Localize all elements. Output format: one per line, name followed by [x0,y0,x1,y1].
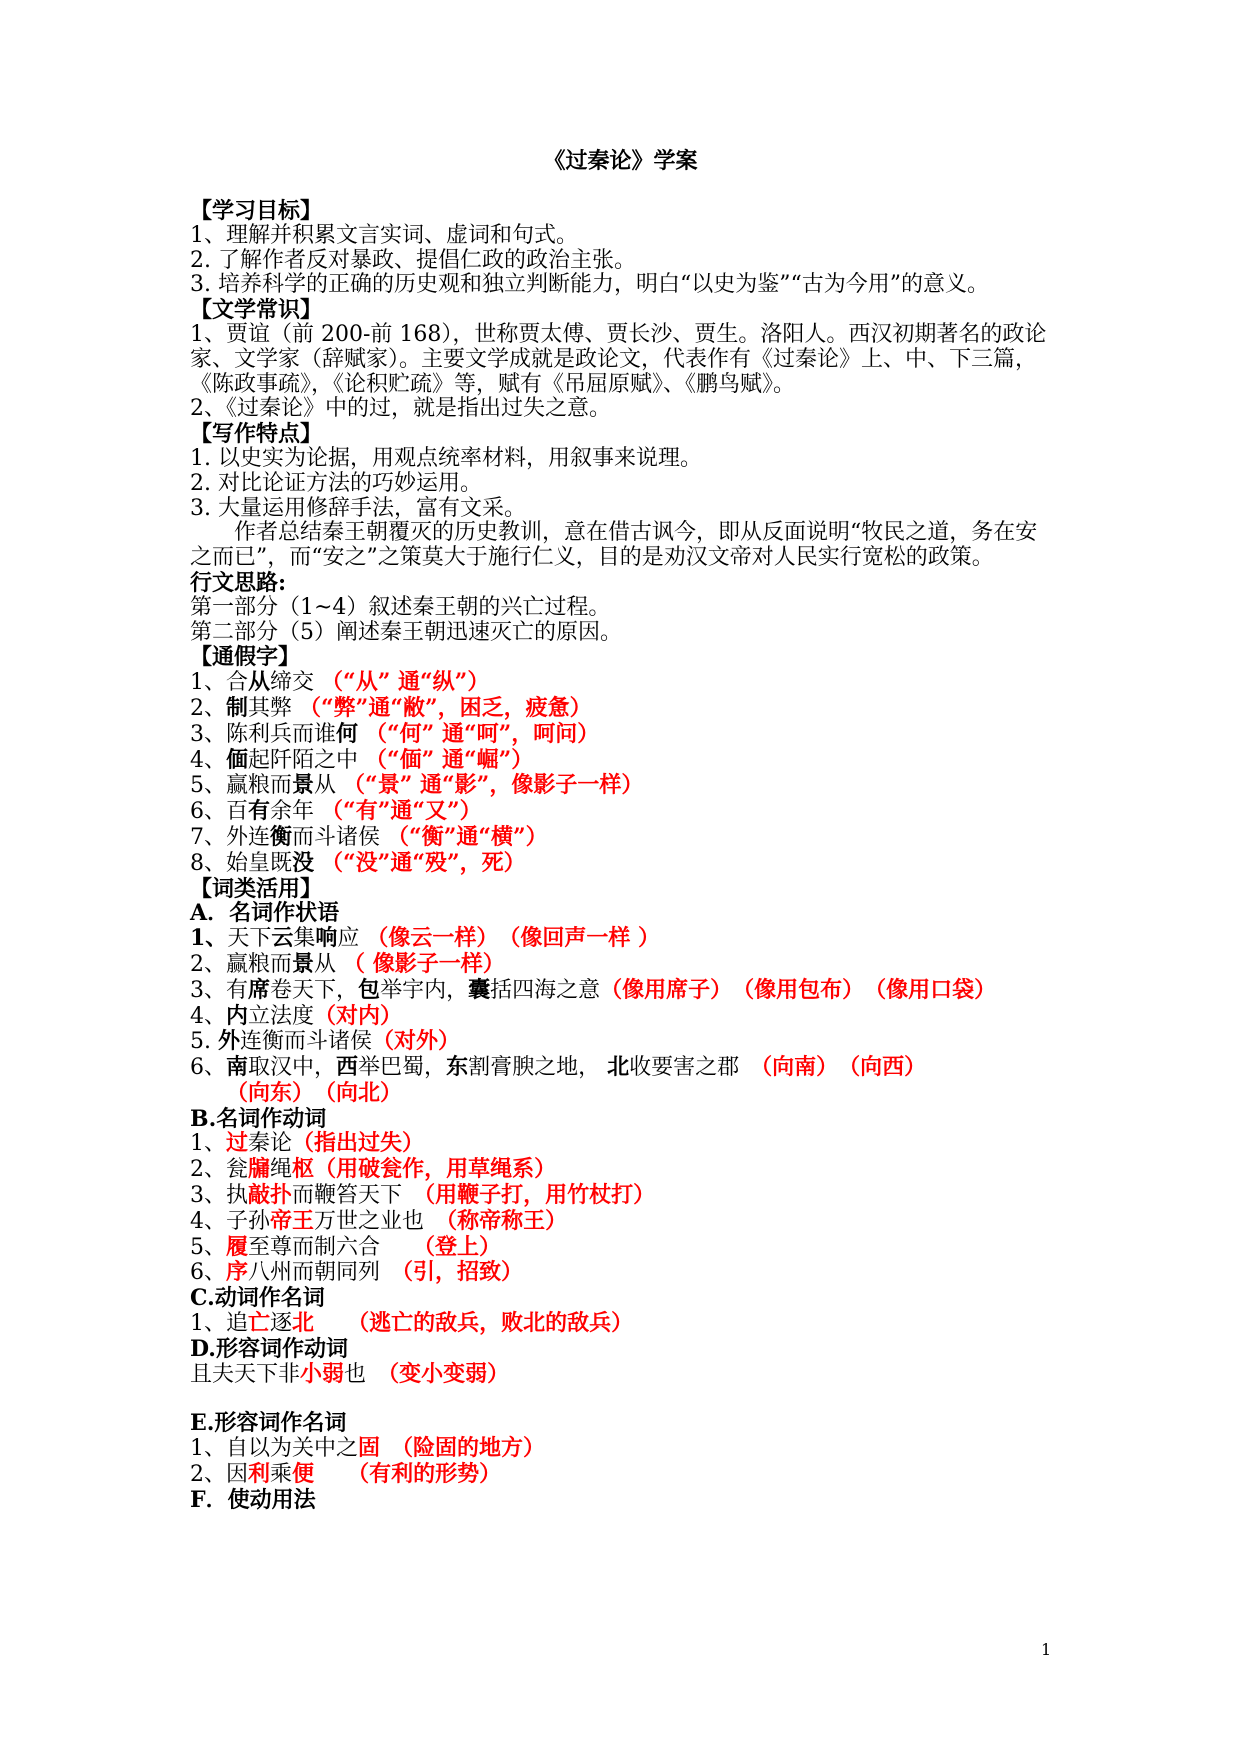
tongjia-item: 3、陈利兵而谁何 （“何” 通“呵”，呵问） [190,720,600,747]
document-body [190,199,1052,1513]
literature-item: 1、贾谊（前 200-前 168），世称贾太傅、贾长沙、贾生。洛阳人。西汉初期著名的政论家、文学家（辞赋家）。主要文学成就是政论文，代表作有《过秦论》上、中、下三篇，《陈政事疏》，《论积贮疏》等，赋有《吊屈原赋》、《鹏鸟赋》。 [190,321,1047,397]
section-d-heading: D.形容词作动词 [190,1335,348,1362]
goals-heading: 【学习目标】 [190,198,323,224]
tongjia-heading: 【通假字】 [190,644,301,671]
section-e-heading: E.形容词作名词 [190,1410,347,1437]
writing-heading: 【写作特点】 [190,421,323,448]
page-number: 1 [1041,1640,1052,1659]
goal-item: 3. 培养科学的正确的历史观和独立判断能力，明白“以史为鉴”“古为今用”的意义。 [190,272,989,298]
goal-item: 1、理解并积累文言实词、虚词和句式。 [190,222,578,248]
writing-item: 1. 以史实为论据，用观点统率材料，用叙事来说理。 [190,445,702,471]
section-b-item: 1、过秦论（指出过失） [190,1130,425,1157]
section-c-item: 1、追亡逐北 （逃亡的敌兵，败北的敌兵） [190,1310,634,1337]
literature-item: 2、《过秦论》中的过，就是指出过失之意。 [190,396,611,422]
section-f-heading: F．使动用法 [190,1486,316,1513]
section-b-item: 5、履至尊而制六合 （登上） [190,1233,502,1260]
writing-item: 3. 大量运用修辞手法，富有文采。 [190,495,526,521]
tongjia-item: 5、赢粮而景从 （“景” 通“影”，像影子一样） [190,772,644,799]
tongjia-item: 6、百有余年 （“有”通“又”） [190,798,482,825]
cilei-heading: 【词类活用】 [190,875,323,902]
tongjia-item: 8、始皇既没 （“没”通“殁”，死） [190,849,526,876]
section-e-item: 2、因利乘便 （有利的形势） [190,1461,502,1488]
writing-item: 2. 对比论证方法的巧妙运用。 [190,470,482,496]
section-a-item-cont: （向东） （向北） [226,1079,403,1106]
tongjia-item: 1、合从缔交 （“从” 通“纵”） [190,669,490,696]
section-b-item: 4、子孙帝王万世之业也 （称帝称王） [190,1207,568,1234]
goal-item: 2. 了解作者反对暴政、提倡仁政的政治主张。 [190,247,636,273]
spacer [190,1387,1052,1411]
structure-heading: 行文思路: [190,569,287,596]
writing-summary: 作者总结秦王朝覆灭的历史教训，意在借古讽今，即从反面说明“牧民之道，务在安之而已”，而“安之”之策莫大于施行仁义，目的是劝汉文帝对人民实行宽松的政策。 [190,520,1038,571]
section-e-item: 1、自以为关中之固 （险固的地方） [190,1435,546,1462]
section-b-item: 2、瓮牖绳枢（用破瓮作，用草绳系） [190,1156,557,1183]
section-a-heading: A．名词作状语 [190,900,340,927]
section-a-item: 5. 外连衡而斗诸侯（对外） [190,1028,461,1055]
section-b-item: 6、序八州而朝同列 （引，招致） [190,1259,524,1286]
section-a-item: 1、天下云集响应 （像云一样） （像回声一样 ） [190,925,661,952]
tongjia-item: 2、制其弊 （“弊”通“敝”，困乏，疲惫） [190,694,592,721]
literature-heading: 【文学常识】 [190,297,323,324]
page-title: 《过秦论》学案 [543,148,698,174]
structure-item: 第二部分（5）阐述秦王朝迅速灭亡的原因。 [190,619,622,645]
section-a-item: 3、有席卷天下，包举宇内，囊括四海之意（像用席子） （像用包布） （像用口袋） [190,976,997,1003]
section-c-heading: C.动词作名词 [190,1285,325,1312]
section-a-item: 4、内立法度（对内） [190,1002,403,1029]
section-b-item: 3、执敲扑而鞭笞天下 （用鞭子打，用竹杖打） [190,1182,656,1209]
section-a-item: 2、赢粮而景从 （ 像影子一样） [190,950,505,977]
tongjia-item: 7、外连衡而斗诸侯 （“衡”通“横”） [190,823,548,850]
structure-item: 第一部分（1~4）叙述秦王朝的兴亡过程。 [190,594,611,620]
section-d-item: 且夫天下非小弱也 （变小变弱） [190,1360,510,1387]
tongjia-item: 4、偭起阡陌之中 （“偭” 通“崛”） [190,746,534,773]
section-a-item: 6、南取汉中，西举巴蜀，东割膏腴之地， 北收要害之郡 （向南） （向西） [190,1054,927,1081]
section-b-heading: B.名词作动词 [190,1105,327,1132]
